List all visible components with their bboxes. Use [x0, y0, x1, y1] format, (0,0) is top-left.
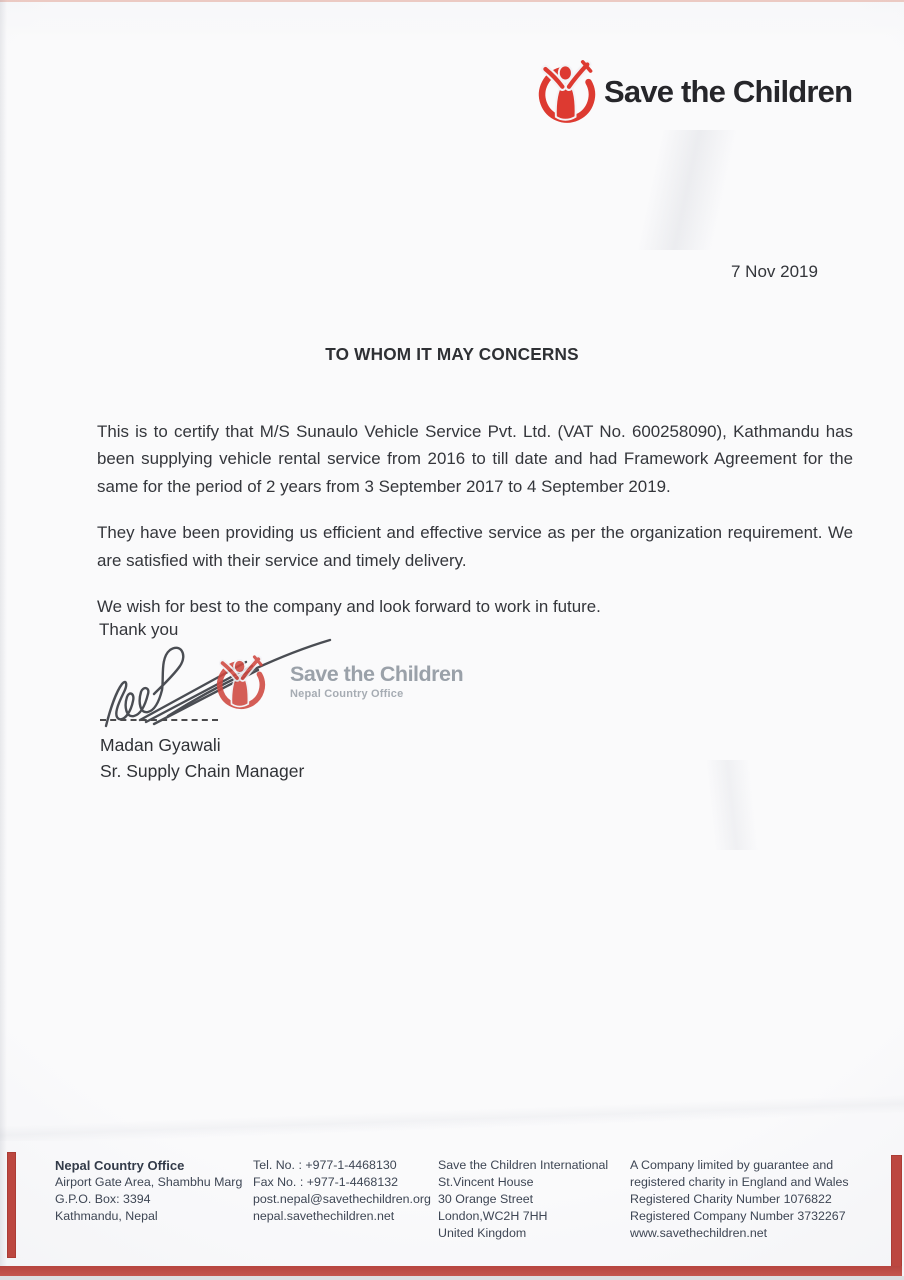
- signature-line: [100, 719, 218, 721]
- letter-subject: TO WHOM IT MAY CONCERNS: [325, 344, 579, 364]
- letter-date: 7 Nov 2019: [731, 262, 818, 281]
- footer-company-number: Registered Company Number 3732267: [630, 1209, 846, 1223]
- letter-closing: Thank you: [99, 620, 179, 639]
- letterhead-brand-wordmark: Save the Children: [604, 74, 853, 109]
- footer-line: G.P.O. Box: 3394: [55, 1192, 151, 1206]
- footer-contact: [253, 1157, 431, 1225]
- save-the-children-logo-icon: [534, 54, 600, 126]
- footer-registration: [630, 1157, 849, 1242]
- stamp-text: [290, 664, 463, 700]
- footer-line: United Kingdom: [438, 1226, 527, 1240]
- paper-crease: [470, 130, 904, 250]
- stamp-logo-icon: [213, 650, 269, 712]
- footer-address-international: [438, 1157, 608, 1242]
- footer-line: Airport Gate Area, Shambhu Marg: [55, 1175, 243, 1189]
- footer-office-title: Nepal Country Office: [55, 1158, 185, 1173]
- footer-right-accent-bar: [891, 1155, 902, 1275]
- footer-left-accent-bar: [7, 1152, 16, 1258]
- footer-charity-number: Registered Charity Number 1076822: [630, 1192, 832, 1206]
- footer-line: Save the Children International: [438, 1158, 609, 1172]
- footer-website-global: www.savethechildren.net: [630, 1226, 768, 1240]
- footer-line: registered charity in England and Wales: [630, 1175, 849, 1189]
- stamp-brand: Save the Children: [290, 662, 464, 686]
- footer-tel: Tel. No. : +977-1-4468130: [253, 1158, 397, 1172]
- footer-address-nepal: [55, 1157, 242, 1225]
- scan-top-edge: [0, 0, 904, 2]
- footer-line: Kathmandu, Nepal: [55, 1209, 158, 1223]
- footer-website-nepal: nepal.savethechildren.net: [253, 1209, 395, 1223]
- paragraph: They have been providing us efficient and effective service as per the organization requirement. We are satisfied with their service and timely delivery.: [97, 523, 853, 570]
- footer-line: St.Vincent House: [438, 1175, 534, 1189]
- paper-crease: [560, 760, 904, 850]
- paragraph: We wish for best to the company and look forward to work in future.: [97, 597, 601, 617]
- signatory-title: Sr. Supply Chain Manager: [100, 761, 305, 781]
- bottom-accent-band: [0, 1266, 902, 1276]
- footer-line: London,WC2H 7HH: [438, 1209, 548, 1223]
- scan-left-shadow: [0, 0, 7, 1280]
- stamp-office: Nepal Country Office: [290, 687, 404, 700]
- letter-body: [97, 418, 853, 639]
- footer-line: 30 Orange Street: [438, 1192, 534, 1206]
- footer-email: post.nepal@savethechildren.org: [253, 1192, 431, 1206]
- paragraph: This is to certify that M/S Sunaulo Vehicle Service Pvt. Ltd. (VAT No. 600258090), Kathmandu has been supplying vehicle rental service from 2016 to till date and had Framework Agreement for the same for the period of 2 years from 3 September 2017 to 4 September 2019.: [97, 422, 853, 496]
- paper-crease: [0, 1095, 904, 1141]
- signatory-name: Madan Gyawali: [100, 735, 221, 755]
- footer-line: A Company limited by guarantee and: [630, 1158, 834, 1172]
- scan-bottom-edge: [0, 1276, 904, 1280]
- letterhead-logo: [534, 54, 852, 126]
- footer-fax: Fax No. : +977-1-4468132: [253, 1175, 398, 1189]
